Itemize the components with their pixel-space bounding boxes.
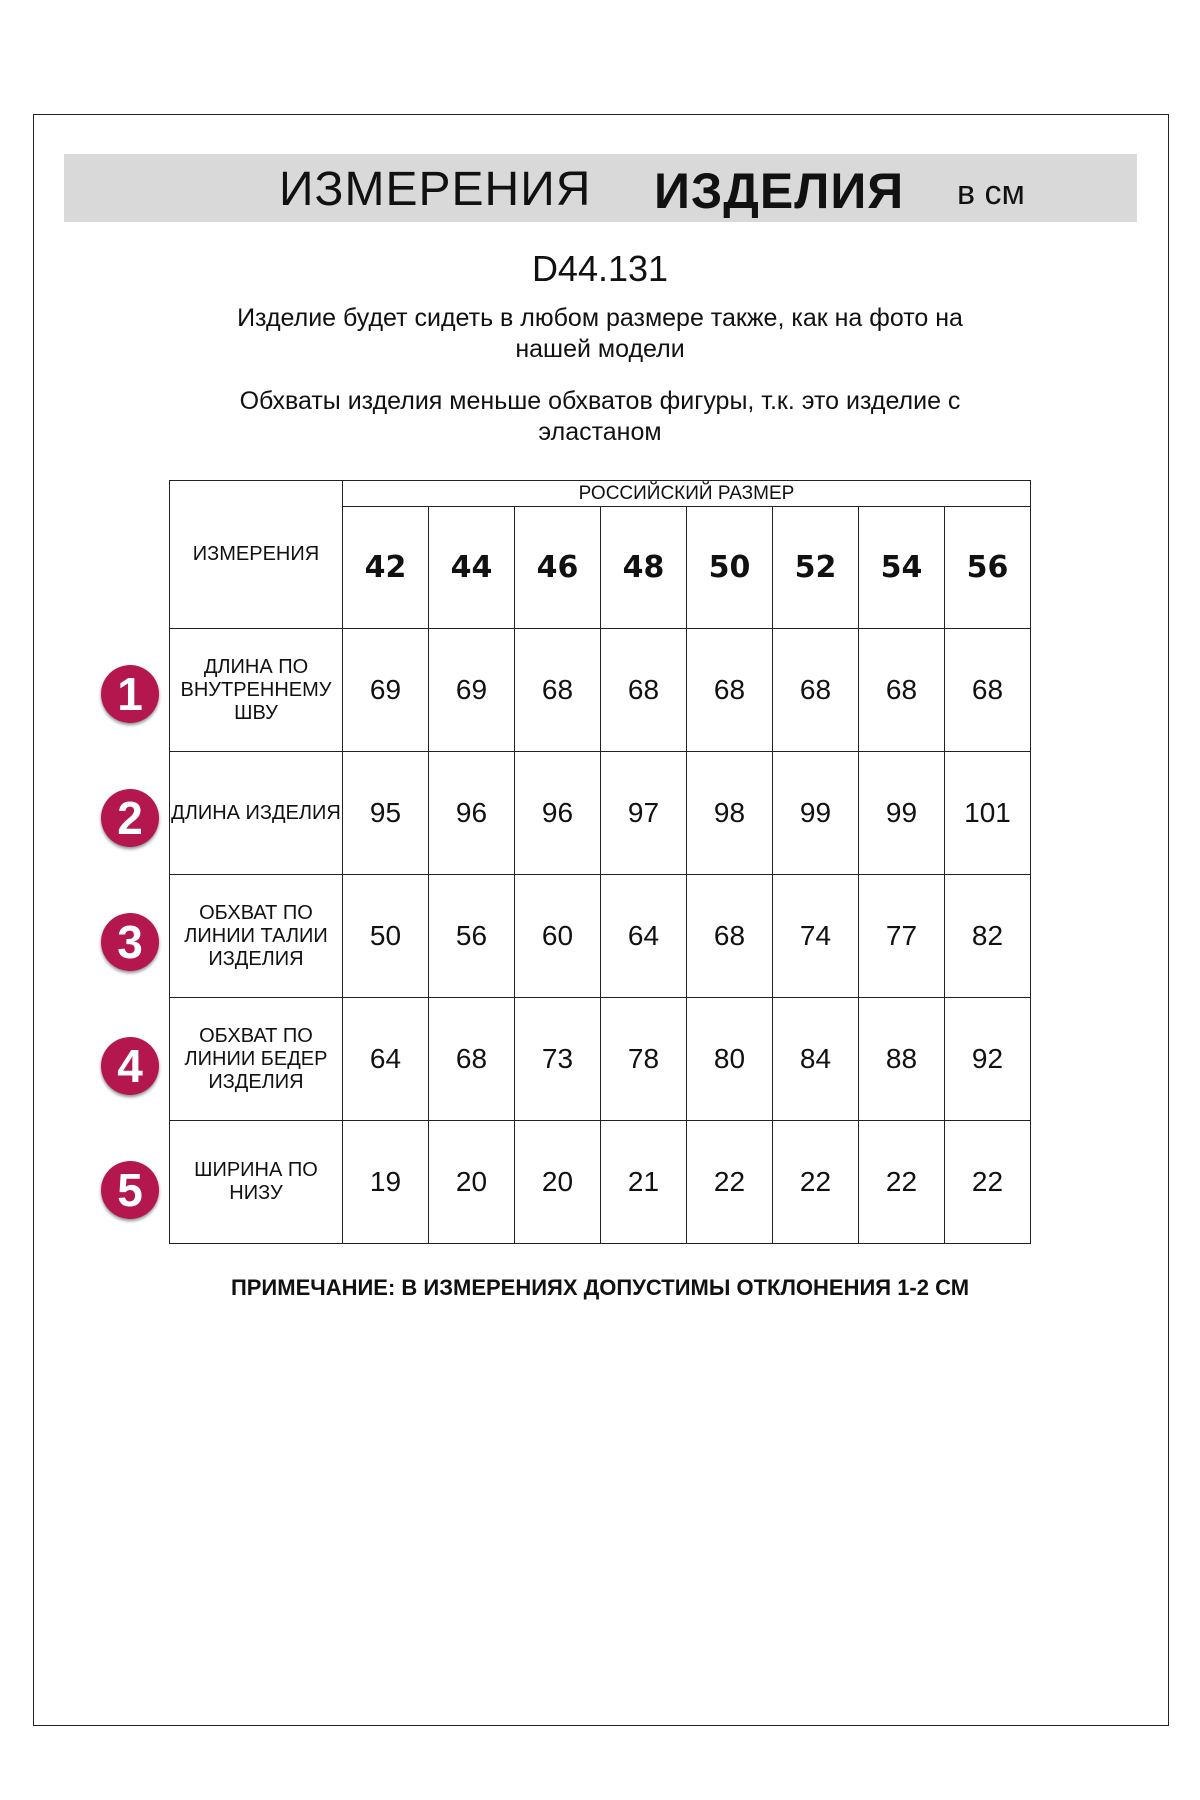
title-word-measurements: ИЗМЕРЕНИЯ bbox=[279, 163, 592, 216]
product-code: D44.131 bbox=[531, 248, 669, 289]
row-label: ДЛИНА ИЗДЕЛИЯ bbox=[170, 752, 343, 875]
row-number-badge: 1 bbox=[101, 665, 159, 723]
row-number-badge: 4 bbox=[101, 1037, 159, 1095]
table-cell: 68 bbox=[429, 998, 515, 1121]
size-header: 42 bbox=[343, 507, 429, 629]
table-cell: 68 bbox=[859, 629, 945, 752]
table-cell: 99 bbox=[859, 752, 945, 875]
table-cell: 68 bbox=[601, 629, 687, 752]
size-header: 54 bbox=[859, 507, 945, 629]
table-cell: 68 bbox=[687, 629, 773, 752]
size-header: 52 bbox=[773, 507, 859, 629]
tolerance-footnote: ПРИМЕЧАНИЕ: В ИЗМЕРЕНИЯХ ДОПУСТИМЫ ОТКЛОНЕНИЯ 1-2 СМ bbox=[230, 1275, 970, 1300]
table-cell: 95 bbox=[343, 752, 429, 875]
table-row bbox=[170, 1121, 1031, 1244]
table-cell: 60 bbox=[515, 875, 601, 998]
table-cell: 88 bbox=[859, 998, 945, 1121]
table-cell: 101 bbox=[945, 752, 1031, 875]
russian-size-header: РОССИЙСКИЙ РАЗМЕР bbox=[343, 481, 1031, 507]
row-number-badge: 5 bbox=[101, 1161, 159, 1219]
table-cell: 98 bbox=[687, 752, 773, 875]
size-header: 46 bbox=[515, 507, 601, 629]
table-cell: 84 bbox=[773, 998, 859, 1121]
table-cell: 22 bbox=[859, 1121, 945, 1244]
table-cell: 97 bbox=[601, 752, 687, 875]
elastane-note: Обхваты изделия меньше обхватов фигуры, т.к. это изделие с эластаном bbox=[239, 387, 961, 446]
size-header: 56 bbox=[945, 507, 1031, 629]
measurements-header: ИЗМЕРЕНИЯ bbox=[170, 481, 343, 629]
title-word-product: ИЗДЕЛИЯ bbox=[654, 163, 905, 219]
table-cell: 50 bbox=[343, 875, 429, 998]
table-cell: 96 bbox=[429, 752, 515, 875]
table-row bbox=[170, 629, 1031, 752]
table-cell: 22 bbox=[687, 1121, 773, 1244]
title-unit: в см bbox=[957, 174, 1025, 212]
table-row bbox=[170, 998, 1031, 1121]
table-cell: 92 bbox=[945, 998, 1031, 1121]
table-cell: 20 bbox=[515, 1121, 601, 1244]
table-cell: 22 bbox=[945, 1121, 1031, 1244]
row-number-badge: 3 bbox=[101, 913, 159, 971]
table-cell: 73 bbox=[515, 998, 601, 1121]
table-cell: 78 bbox=[601, 998, 687, 1121]
row-label: ДЛИНА ПО ВНУТРЕННЕМУ ШВУ bbox=[170, 629, 343, 752]
row-label: ШИРИНА ПО НИЗУ bbox=[170, 1121, 343, 1244]
table-cell: 21 bbox=[601, 1121, 687, 1244]
size-header: 50 bbox=[687, 507, 773, 629]
size-header: 48 bbox=[601, 507, 687, 629]
table-cell: 20 bbox=[429, 1121, 515, 1244]
table-header-row bbox=[170, 481, 1031, 507]
table-cell: 69 bbox=[343, 629, 429, 752]
row-number-badge: 2 bbox=[101, 789, 159, 847]
table-cell: 64 bbox=[601, 875, 687, 998]
table-cell: 68 bbox=[945, 629, 1031, 752]
table-cell: 19 bbox=[343, 1121, 429, 1244]
table-cell: 96 bbox=[515, 752, 601, 875]
table-cell: 68 bbox=[687, 875, 773, 998]
size-header: 44 bbox=[429, 507, 515, 629]
table-cell: 82 bbox=[945, 875, 1031, 998]
row-label: ОБХВАТ ПО ЛИНИИ БЕДЕР ИЗДЕЛИЯ bbox=[170, 998, 343, 1121]
title-banner bbox=[64, 154, 1137, 222]
table-row bbox=[170, 752, 1031, 875]
table-cell: 69 bbox=[429, 629, 515, 752]
table-cell: 68 bbox=[515, 629, 601, 752]
table-cell: 56 bbox=[429, 875, 515, 998]
table-cell: 80 bbox=[687, 998, 773, 1121]
table-cell: 22 bbox=[773, 1121, 859, 1244]
table-row bbox=[170, 875, 1031, 998]
row-label: ОБХВАТ ПО ЛИНИИ ТАЛИИ ИЗДЕЛИЯ bbox=[170, 875, 343, 998]
table-cell: 77 bbox=[859, 875, 945, 998]
table-cell: 64 bbox=[343, 998, 429, 1121]
size-table bbox=[169, 480, 1031, 1244]
table-cell: 74 bbox=[773, 875, 859, 998]
table-cell: 99 bbox=[773, 752, 859, 875]
fit-note: Изделие будет сидеть в любом размере также, как на фото на нашей модели bbox=[237, 304, 963, 363]
table-cell: 68 bbox=[773, 629, 859, 752]
